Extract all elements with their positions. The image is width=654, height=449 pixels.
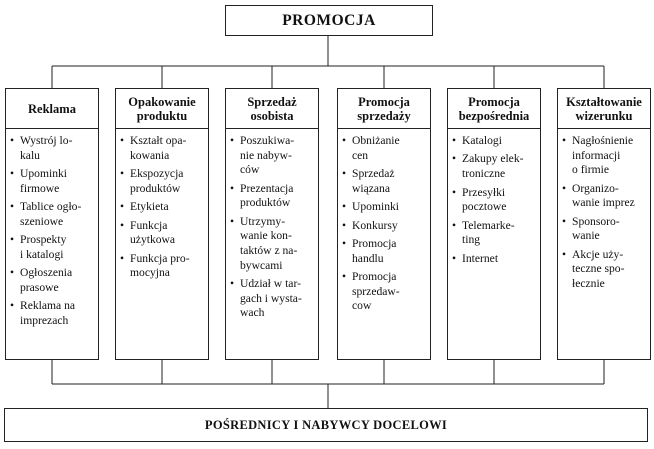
column-title: Opakowanie produktu [128,94,196,123]
list-item: • Reklama na imprezach [10,299,95,328]
column-header [448,89,540,129]
column-opakowanie-produktu [115,88,209,360]
column-title: Kształtowanie wizerunku [566,94,642,123]
column-title: Sprzedaż osobista [247,94,297,123]
column-items [448,129,540,266]
column-header [116,89,208,129]
list-item: • Sponsoro- wanie [562,215,647,244]
list-item: • Zakupy elek- troniczne [452,152,537,181]
column-header [558,89,650,129]
list-item: • Internet [452,252,537,267]
column-items [338,129,430,314]
list-item: • Funkcja pro- mocyjna [120,252,205,281]
column-header [338,89,430,129]
column-promocja-bezposrednia [447,88,541,360]
list-item: • Ogłoszenia prasowe [10,266,95,295]
list-item: • Promocja handlu [342,237,427,266]
column-items [6,129,98,329]
column-items [226,129,318,321]
list-item: • Akcje uży- teczne spo- łecznie [562,248,647,292]
list-item: • Obniżanie cen [342,134,427,163]
title-box [225,5,433,36]
column-title: Promocja bezpośrednia [458,94,530,123]
list-item: • Wystrój lo- kalu [10,134,95,163]
list-item: • Utrzymy- wanie kon- taktów z na- bywcami [230,215,315,273]
list-item: • Prospekty i katalogi [10,233,95,262]
list-item: • Tablice ogło- szeniowe [10,200,95,229]
list-item: • Upominki [342,200,427,215]
column-title: Reklama [28,101,76,116]
column-items [116,129,208,281]
list-item: • Etykieta [120,200,205,215]
list-item: • Organizo- wanie imprez [562,182,647,211]
column-ksztaltowanie-wizerunku [557,88,651,360]
list-item: • Prezentacja produktów [230,182,315,211]
title-text: PROMOCJA [282,11,376,29]
list-item: • Udział w tar- gach i wysta- wach [230,277,315,321]
column-reklama [5,88,99,360]
column-header [6,89,98,129]
list-item: • Kształt opa- kowania [120,134,205,163]
column-promocja-sprzedazy [337,88,431,360]
list-item: • Nagłośnienie informacji o firmie [562,134,647,178]
list-item: • Ekspozycja produktów [120,167,205,196]
column-sprzedaz-osobista [225,88,319,360]
list-item: • Telemarke- ting [452,219,537,248]
bottom-box [4,408,648,442]
list-item: • Przesyłki pocztowe [452,186,537,215]
list-item: • Sprzedaż wiązana [342,167,427,196]
list-item: • Funkcja użytkowa [120,219,205,248]
column-items [558,129,650,292]
list-item: • Poszukiwa- nie nabyw- ców [230,134,315,178]
list-item: • Upominki firmowe [10,167,95,196]
list-item: • Promocja sprzedaw- cow [342,270,427,314]
column-title: Promocja sprzedaży [357,94,411,123]
list-item: • Konkursy [342,219,427,234]
column-header [226,89,318,129]
list-item: • Katalogi [452,134,537,149]
bottom-text: POŚREDNICY I NABYWCY DOCELOWI [204,417,448,432]
